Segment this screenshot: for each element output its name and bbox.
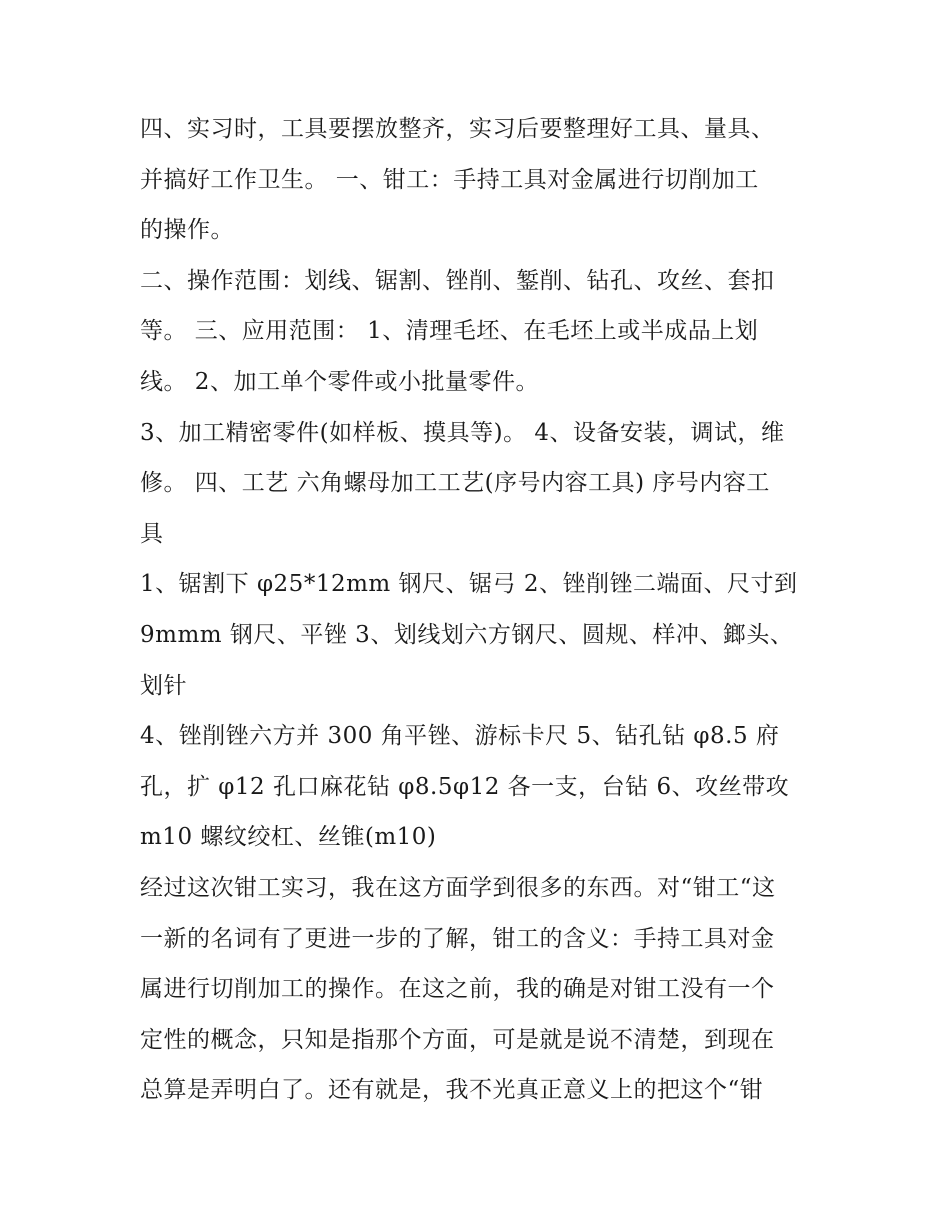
text-line: 四、实习时，工具要摆放整齐，实习后要整理好工具、量具、 (140, 116, 775, 142)
text-line: 并搞好工作卫生。 一、钳工：手持工具对金属进行切削加工 (140, 166, 759, 193)
text-line: 线。 2、加工单个零件或小批量零件。 (140, 368, 539, 395)
text-line: 一新的名词有了更进一步的了解，钳工的含义：手持工具对金 (140, 925, 775, 952)
text-line: 3、加工精密零件(如样板、摸具等)。 4、设备安装，调试，维 (140, 419, 785, 446)
text-line: 定性的概念，只知是指那个方面，可是就是说不清楚，到现在 (140, 1026, 775, 1053)
text-line: 修。 四、工艺 六角螺母加工工艺(序号内容工具) 序号内容工 (140, 470, 770, 497)
text-line: m10 螺纹绞杠、丝锥(m10) (140, 824, 437, 851)
text-line: 等。 三、应用范围： 1、清理毛坯、在毛坯上或半成品上划 (140, 318, 759, 345)
text-line: 的操作。 (140, 217, 234, 244)
text-line: 孔，扩 φ12 孔口麻花钻 φ8.5φ12 各一支，台钻 6、攻丝带攻 (140, 773, 790, 800)
body-text (140, 104, 816, 1116)
text-line: 具 (140, 520, 164, 547)
text-line: 二、操作范围：划线、锯割、锉削、錾削、钻孔、攻丝、套扣 (140, 267, 775, 294)
text-line: 划针 (140, 672, 187, 699)
text-line: 9mmm 钢尺、平锉 3、划线划六方钢尺、圆规、样冲、鎯头、 (140, 621, 794, 648)
text-line: 经过这次钳工实习，我在这方面学到很多的东西。对“钳工“这 (140, 874, 776, 901)
text-line: 属进行切削加工的操作。在这之前，我的确是对钳工没有一个 (140, 976, 775, 1003)
text-line: 1、锯割下 φ25*12mm 钢尺、锯弓 2、锉削锉二端面、尺寸到 (140, 571, 798, 598)
text-line: 总算是弄明白了。还有就是，我不光真正意义上的把这个“钳 (140, 1077, 764, 1104)
text-line: 4、锉削锉六方并 300 角平锉、游标卡尺 5、钻孔钻 φ8.5 府 (140, 723, 780, 750)
